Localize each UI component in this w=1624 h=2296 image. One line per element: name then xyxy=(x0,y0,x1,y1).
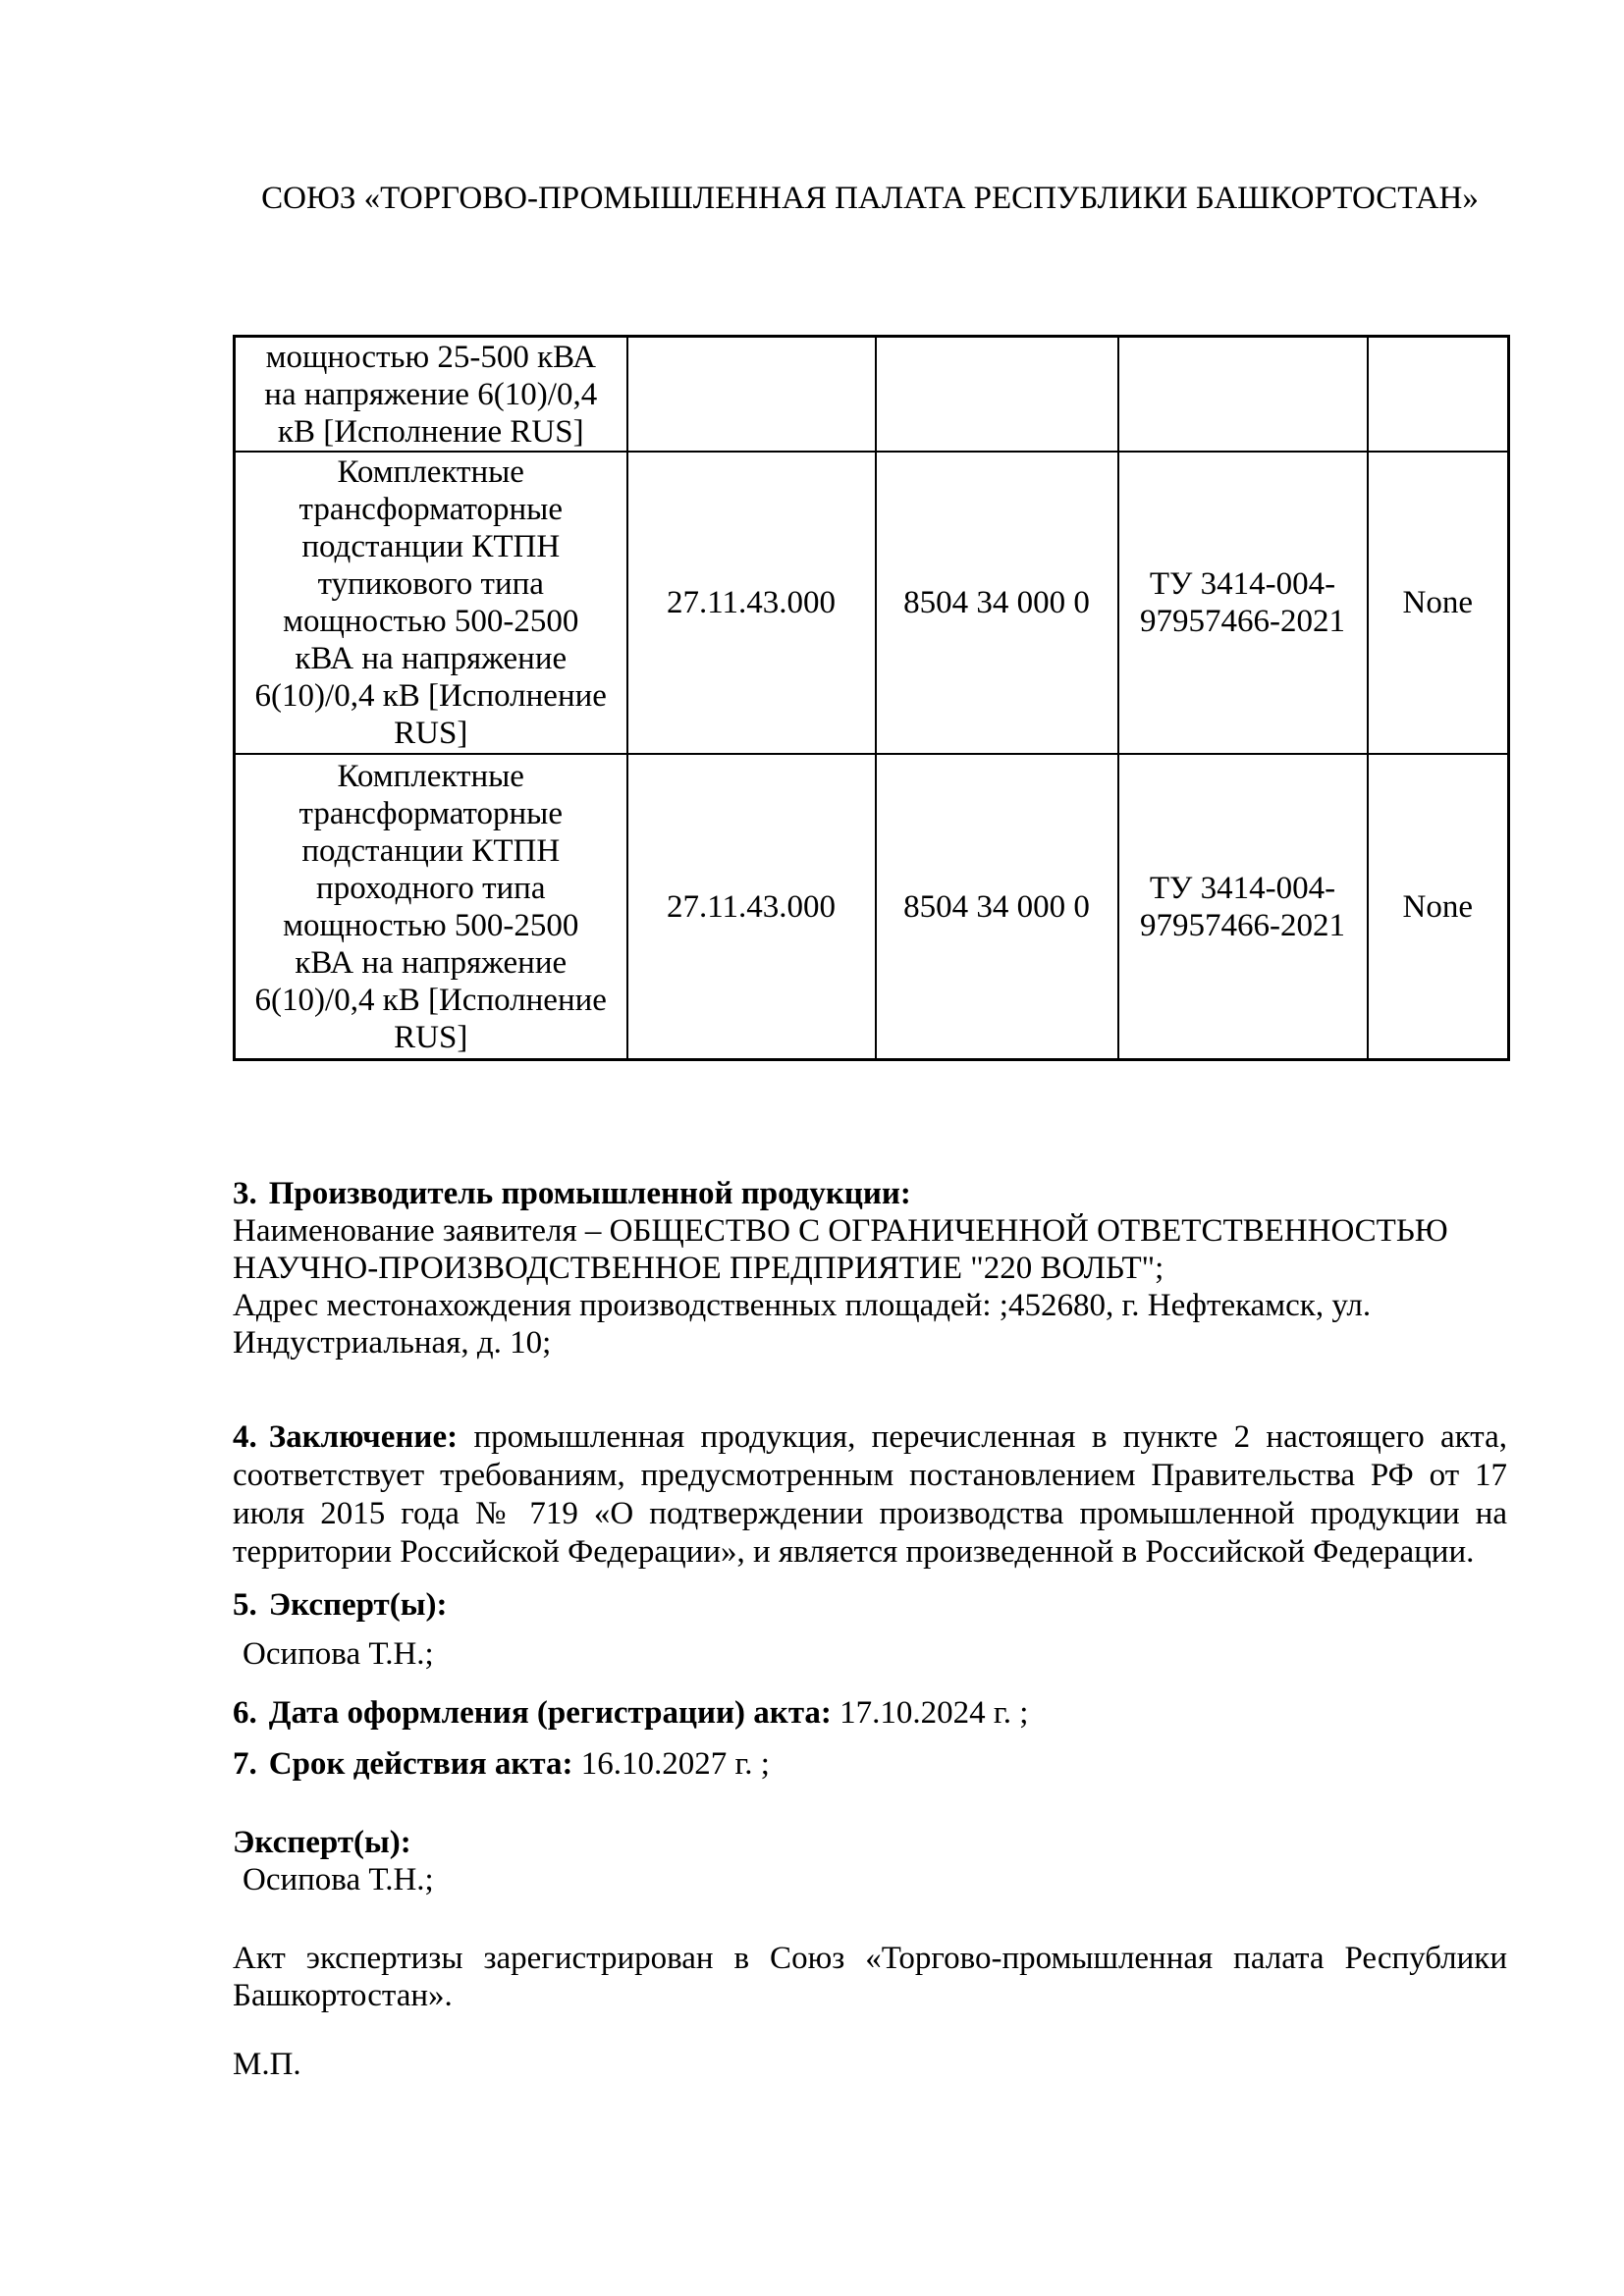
section-title: Срок действия акта: xyxy=(268,1746,573,1782)
tnved-code-cell: 8504 34 000 0 xyxy=(876,452,1118,754)
note-cell xyxy=(1368,337,1509,453)
section-producer-heading xyxy=(233,1175,1507,1212)
okpd2-code-cell: 27.11.43.000 xyxy=(627,452,876,754)
footer-experts-heading: Эксперт(ы): xyxy=(233,1825,411,1860)
section-conclusion xyxy=(233,1418,1507,1572)
products-table-body xyxy=(235,337,1509,1060)
validity-value: 16.10.2027 г. ; xyxy=(580,1746,770,1782)
section-title: Эксперт(ы): xyxy=(268,1587,448,1623)
section-number: 5. xyxy=(233,1587,257,1623)
stamp-placeholder: М.П. xyxy=(233,2047,301,2082)
conclusion-body: промышленная продукция, перечисленная в пункте 2 настоящего акта, соответствует требованиям, предусмотренным постановлением Правительства РФ от 17 июля 2015 года № 719 «О подтверждении производства промышленной продукции на территории Российской Федерации», и является произведенной в Российской Федерации. xyxy=(233,1419,1508,1570)
registration-note: Акт экспертизы зарегистрирован в Союз «Торгово-промышленная палата Республики Башкортостан». xyxy=(233,1941,1507,2013)
section-number: 4. xyxy=(233,1419,257,1455)
tnved-code-cell: 8504 34 000 0 xyxy=(876,754,1118,1060)
table-row xyxy=(235,754,1509,1060)
section-number: 7. xyxy=(233,1746,257,1782)
standard-cell xyxy=(1118,337,1368,453)
section-reg-date xyxy=(233,1694,1507,1732)
section-title: Производитель промышленной продукции: xyxy=(268,1176,911,1211)
section-title: Заключение: xyxy=(268,1419,459,1455)
document-title: СОЮЗ «ТОРГОВО-ПРОМЫШЛЕННАЯ ПАЛАТА РЕСПУБЛИКИ БАШКОРТОСТАН» xyxy=(261,181,1479,216)
product-name-cell: Комплектные трансформаторные подстанции КТПН проходного типа мощностью 500-2500 кВА на напряжение 6(10)/0,4 кВ [Исполнение RUS] xyxy=(235,754,627,1060)
table-row xyxy=(235,452,1509,754)
standard-cell: ТУ 3414-004-97957466-2021 xyxy=(1118,452,1368,754)
standard-cell: ТУ 3414-004-97957466-2021 xyxy=(1118,754,1368,1060)
products-table xyxy=(233,335,1510,1061)
producer-applicant-line: Наименование заявителя – ОБЩЕСТВО С ОГРАНИЧЕННОЙ ОТВЕТСТВЕННОСТЬЮ НАУЧНО-ПРОИЗВОДСТВЕННОЕ ПРЕДПРИЯТИЕ "220 ВОЛЬТ"; xyxy=(233,1213,1448,1286)
reg-date-value: 17.10.2024 г. ; xyxy=(839,1695,1029,1731)
note-cell: None xyxy=(1368,754,1509,1060)
product-name-cell: мощностью 25-500 кВА на напряжение 6(10)/0,4 кВ [Исполнение RUS] xyxy=(235,337,627,453)
producer-address-line: Адрес местонахождения производственных площадей: ;452680, г. Нефтекамск, ул. Индустриальная, д. 10; xyxy=(233,1288,1372,1361)
note-cell: None xyxy=(1368,452,1509,754)
tnved-code-cell xyxy=(876,337,1118,453)
footer-expert-name: Осипова Т.Н.; xyxy=(243,1862,434,1897)
section-experts-heading xyxy=(233,1586,1507,1624)
product-name-cell: Комплектные трансформаторные подстанции КТПН тупикового типа мощностью 500-2500 кВА на напряжение 6(10)/0,4 кВ [Исполнение RUS] xyxy=(235,452,627,754)
section-number: 3. xyxy=(233,1176,257,1211)
section-validity xyxy=(233,1745,1507,1783)
okpd2-code-cell xyxy=(627,337,876,453)
expert-name: Осипова Т.Н.; xyxy=(243,1636,434,1672)
table-row xyxy=(235,337,1509,453)
section-title: Дата оформления (регистрации) акта: xyxy=(268,1695,832,1731)
okpd2-code-cell: 27.11.43.000 xyxy=(627,754,876,1060)
section-number: 6. xyxy=(233,1695,257,1731)
